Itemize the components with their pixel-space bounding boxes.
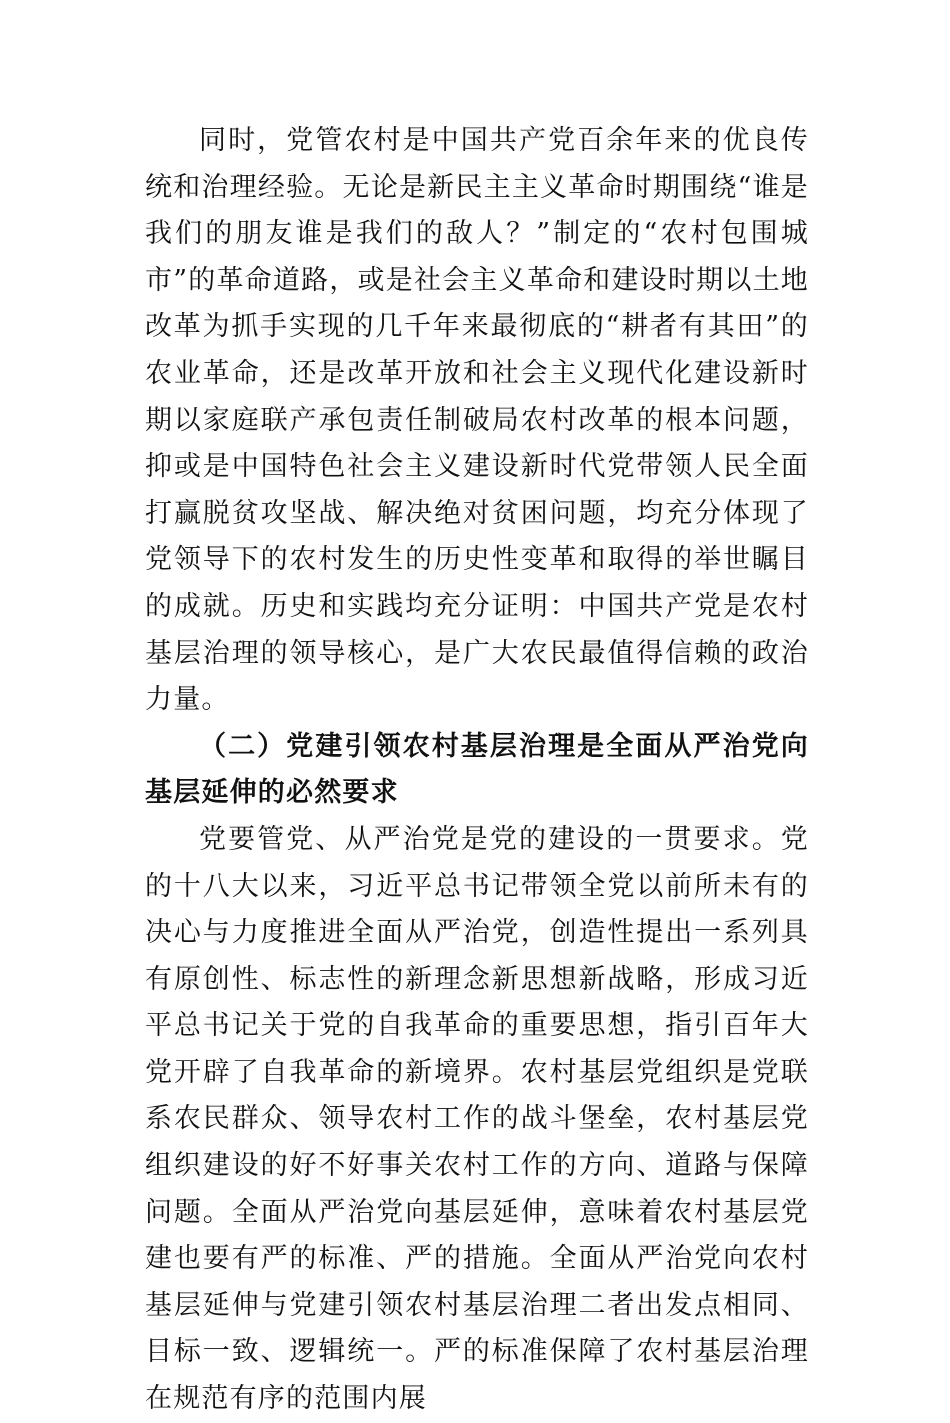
section-heading: （二）党建引领农村基层治理是全面从严治党向基层延伸的必然要求 xyxy=(145,730,809,809)
paragraph-party-leadership-history: 同时，党管农村是中国共产党百余年来的优良传统和治理经验。无论是新民主主义革命时期围绕“谁是我们的朋友谁是我们的敌人？”制定的“农村包围城市”的革命道路，或是社会主义革命和建设时期以土地改革为抓手实现的几千年来最彻底的“耕者有其田”的农业革命，还是改革开放和社会主义现代化建设新时期以家庭联产承包责任制破局农村改革的根本问题，抑或是中国特色社会主义建设新时代党带领人民全面打赢脱贫攻坚战、解决绝对贫困问题，均充分体现了党领导下的农村发生的历史性变革和取得的举世瞩目的成就。历史和实践均充分证明：中国共产党是农村基层治理的领导核心，是广大农民最值得信赖的政治力量。 xyxy=(145,125,809,716)
paragraph-strict-governance: 党要管党、从严治党是党的建设的一贯要求。党的十八大以来，习近平总书记带领全党以前所未有的决心与力度推进全面从严治党，创造性提出一系列具有原创性、标志性的新理念新思想新战略，形成习近平总书记关于党的自我革命的重要思想，指引百年大党开辟了自我革命的新境界。农村基层党组织是党联系农民群众、领导农村工作的战斗堡垒，农村基层党组织建设的好不好事关农村工作的方向、道路与保障问题。全面从严治党向基层延伸，意味着农村基层党建也要有严的标准、严的措施。全面从严治党向农村基层延伸与党建引领农村基层治理二者出发点相同、目标一致、逻辑统一。严的标准保障了农村基层治理在规范有序的范围内展 xyxy=(145,823,809,1415)
document-body xyxy=(145,118,809,1423)
